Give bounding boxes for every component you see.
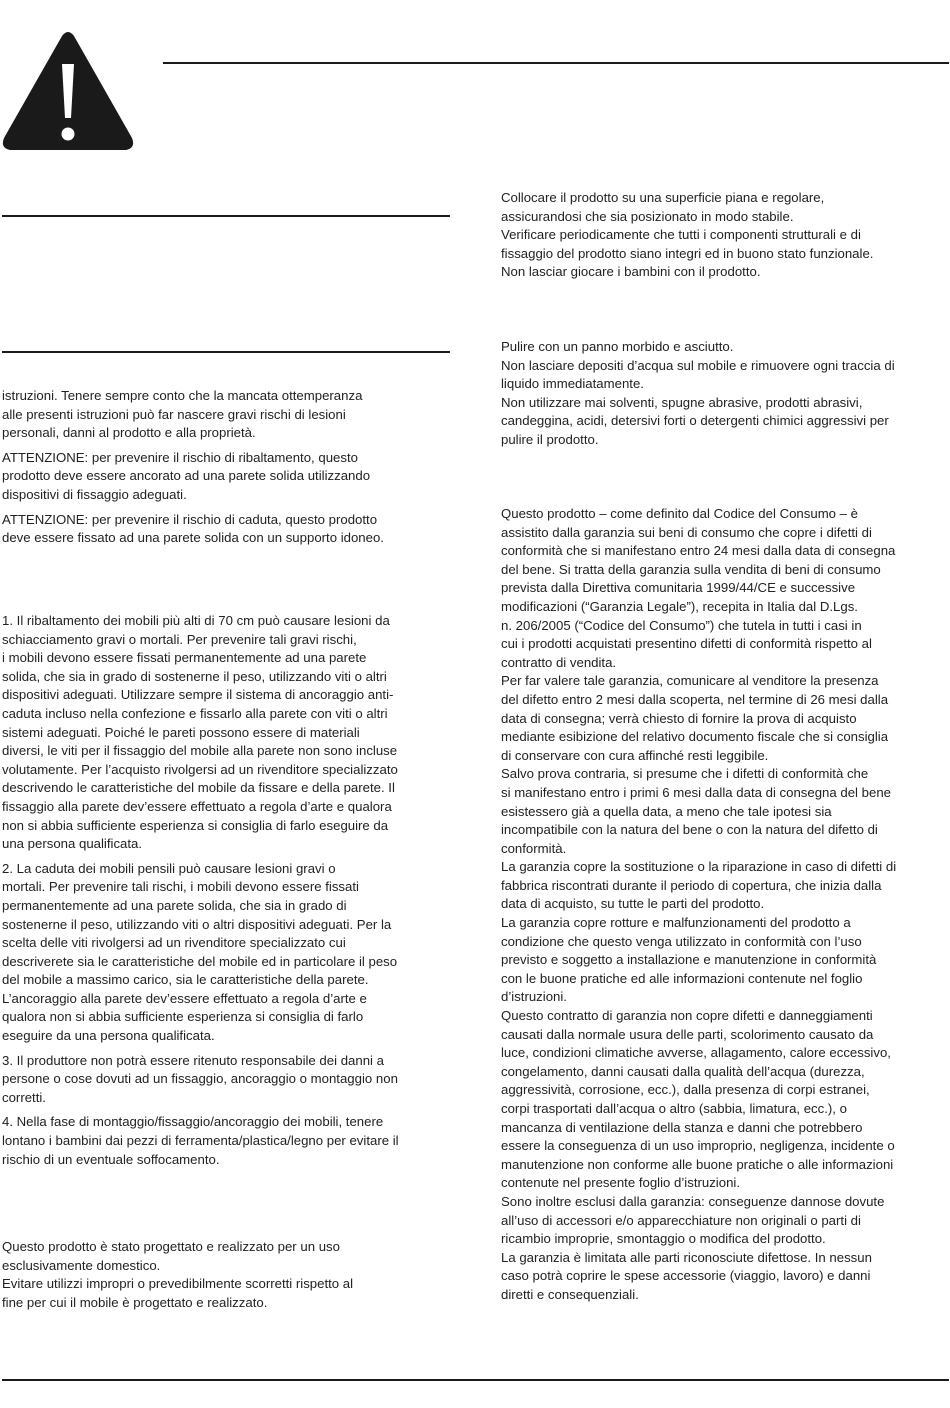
warranty-paragraph: Sono inoltre esclusi dalla garanzia: conseguenze dannose dovute all’uso di accessori e/o apparecchiature non originali o parti di ricambio improprie, smontaggio o modifica del prodotto. — [501, 1193, 885, 1247]
intro-paragraph: istruzioni. Tenere sempre conto che la mancata ottemperanza alle presenti istruzioni può far nascere gravi rischi di lesioni personali, danni al prodotto e alla proprietà. — [2, 388, 363, 441]
warranty-paragraph: Per far valere tale garanzia, comunicare al venditore la presenza del difetto entro 2 mesi dalla scoperta, nel termine di 26 mesi dalla data di consegna; verrà chiesto di fornire la prova di acquisto mediante esibizione del relativo documento fiscale che si consiglia di conservare con cura affinché resti leggibile. — [501, 673, 889, 763]
warranty-paragraph: La garanzia copre la sostituzione o la riparazione in caso di difetti di fabbrica riscontrati durante il periodo di copertura, che inizia dalla data di acquisto, su tutte le parti del prodotto. — [501, 859, 897, 912]
left-section-rule-2 — [2, 351, 450, 353]
warning-item-1: 1. Il ribaltamento dei mobili più alti di 70 cm può causare lesioni da schiacciamento gravi o mortali. Per prevenire tali gravi rischi, i mobili devono essere fissati permanentemente ad una parete solida, che sia in grado di sostenerne il peso, utilizzando viti o altri dispositivi adeguati. Utilizzare sempre il sistema di ancoraggio anti- caduta incluso nella confezione e fissarlo alla parete con viti o altri sistemi adeguati. Poiché le pareti possono essere di materiali diversi, le viti per il fissaggio del mobile alla parete non sono incluse volutamente. Per l’acquisto rivolgersi ad un rivenditore specializzato descrivendo le caratteristiche del mobile da fissare e della parete. Il fissaggio alla parete dev’essere effettuato a regola d’arte e qualora non si abbia sufficiente esperienza si consiglia di farlo eseguire da una persona qualificata. — [2, 613, 398, 852]
placement-section — [501, 189, 948, 282]
fall-warning: ATTENZIONE: per prevenire il rischio di caduta, questo prodotto deve essere fissato ad una parete solida con un supporto idoneo. — [2, 511, 384, 546]
safety-intro — [2, 387, 450, 548]
warranty-paragraph: Questo contratto di garanzia non copre difetti e danneggiamenti causati dalla normale usura delle parti, scolorimento causato da luce, condizioni climatiche avverse, allagamento, calore eccessivo, congelamento, danni causati dalla qualità dell’acqua (durezza, aggressività, corrosione, ecc.), dalla presenza di corpi estranei, corpi trasportati dall’acqua o altro (sabbia, limatura, ecc.), o mancanza di ventilazione della stanza e danni che potrebbero essere la conseguenza di un uso improprio, negligenza, incidente o manutenzione non conforme alle buone pratiche o alle informazioni contenute nel presente foglio d’istruzioni. — [501, 1008, 895, 1191]
cleaning-section — [501, 338, 948, 450]
warranty-paragraph: Questo prodotto – come definito dal Codice del Consumo – è assistito dalla garanzia sui beni di consumo che copre i difetti di conformità che si manifestano entro 24 mesi dalla data di consegna del bene. Si tratta della garanzia sulla vendita di beni di consumo prevista dalla Direttiva comunitaria 1999/44/CE e successive modificazioni (“Garanzia Legale”), recepita in Italia dal D.Lgs. n. 206/2005 (“Codice del Consumo”) che tutela in tutti i casi in cui i prodotti acquistati presentino difetti di conformità rispetto al contratto di vendita. — [501, 506, 896, 670]
warranty-section — [501, 505, 948, 1305]
left-section-rule-1 — [2, 215, 450, 217]
intended-use — [2, 1238, 450, 1312]
warning-item-2: 2. La caduta dei mobili pensili può causare lesioni gravi o mortali. Per prevenire tali rischi, i mobili devono essere fissati permanentemente ad una parete solida, che sia in grado di sostenerne il peso, utilizzando viti o altri dispositivi adeguati. Per la scelta delle viti rivolgersi ad un rivenditore specializzato cui descriverete sia le caratteristiche del mobile ed in particolare il peso del mobile a massimo carico, sia le caratteristiche della parete. L’ancoraggio alla parete dev’essere effettuato a regola d’arte e qualora non si abbia sufficiente esperienza si consiglia di farlo eseguire da una persona qualificata. — [2, 860, 398, 1044]
tip-over-warning: ATTENZIONE: per prevenire il rischio di ribaltamento, questo prodotto deve essere ancorato ad una parete solida utilizzando dispositivi di fissaggio adeguati. — [2, 449, 371, 502]
warranty-paragraph: La garanzia copre rotture e malfunzionamenti del prodotto a condizione che questo venga utilizzato in conformità con l’uso previsto e soggetto a installazione e manutenzione in conformità con le buone pratiche ed alle informazioni contenute nel foglio d’istruzioni. — [501, 915, 877, 1005]
warning-item-4: 4. Nella fase di montaggio/fissaggio/ancoraggio dei mobili, tenere lontano i bambini dai pezzi di ferramenta/plastica/legno per evitare il rischio di un eventuale soffocamento. — [2, 1114, 399, 1167]
warranty-paragraph: Salvo prova contraria, si presume che i difetti di conformità che si manifestano entro i primi 6 mesi dalla data di consegna del bene esistessero già a quella data, a meno che tale ipotesi sia incompatibile con la natura del bene o con la natura del difetto di conformità. — [501, 766, 891, 856]
warranty-paragraph: La garanzia è limitata alle parti riconosciute difettose. In nessun caso potrà coprire le spese accessorie (viaggio, lavoro) e danni diretti e consequenziali. — [501, 1249, 872, 1302]
header-rule — [163, 62, 949, 64]
intended-use-text: Questo prodotto è stato progettato e realizzato per un uso esclusivamente domestico. Evitare utilizzi impropri o prevedibilmente scorretti rispetto al fine per cui il mobile è progettato e realizzato. — [2, 1239, 354, 1310]
warning-item-3: 3. Il produttore non potrà essere ritenuto responsabile dei danni a persone o cose dovuti ad un fissaggio, ancoraggio o montaggio non corretti. — [2, 1052, 398, 1105]
numbered-warnings — [2, 612, 450, 1169]
footer-rule — [2, 1379, 949, 1381]
placement-text: Collocare il prodotto su una superficie piana e regolare, assicurandosi che sia posizionato in modo stabile. Verificare periodicamente che tutti i componenti strutturali e di fissaggio del prodotto siano integri ed in buono stato funzionale. Non lasciar giocare i bambini con il prodotto. — [501, 190, 874, 280]
cleaning-text: Pulire con un panno morbido e asciutto. Non lasciare depositi d’acqua sul mobile e rimuovere ogni traccia di liquido immediatamente. Non utilizzare mai solventi, spugne abrasive, prodotti abrasivi, candeggina, acidi, detersivi forti o detergenti chimici aggressivi per pulire il prodotto. — [501, 339, 895, 447]
warning-triangle-icon — [0, 30, 136, 152]
